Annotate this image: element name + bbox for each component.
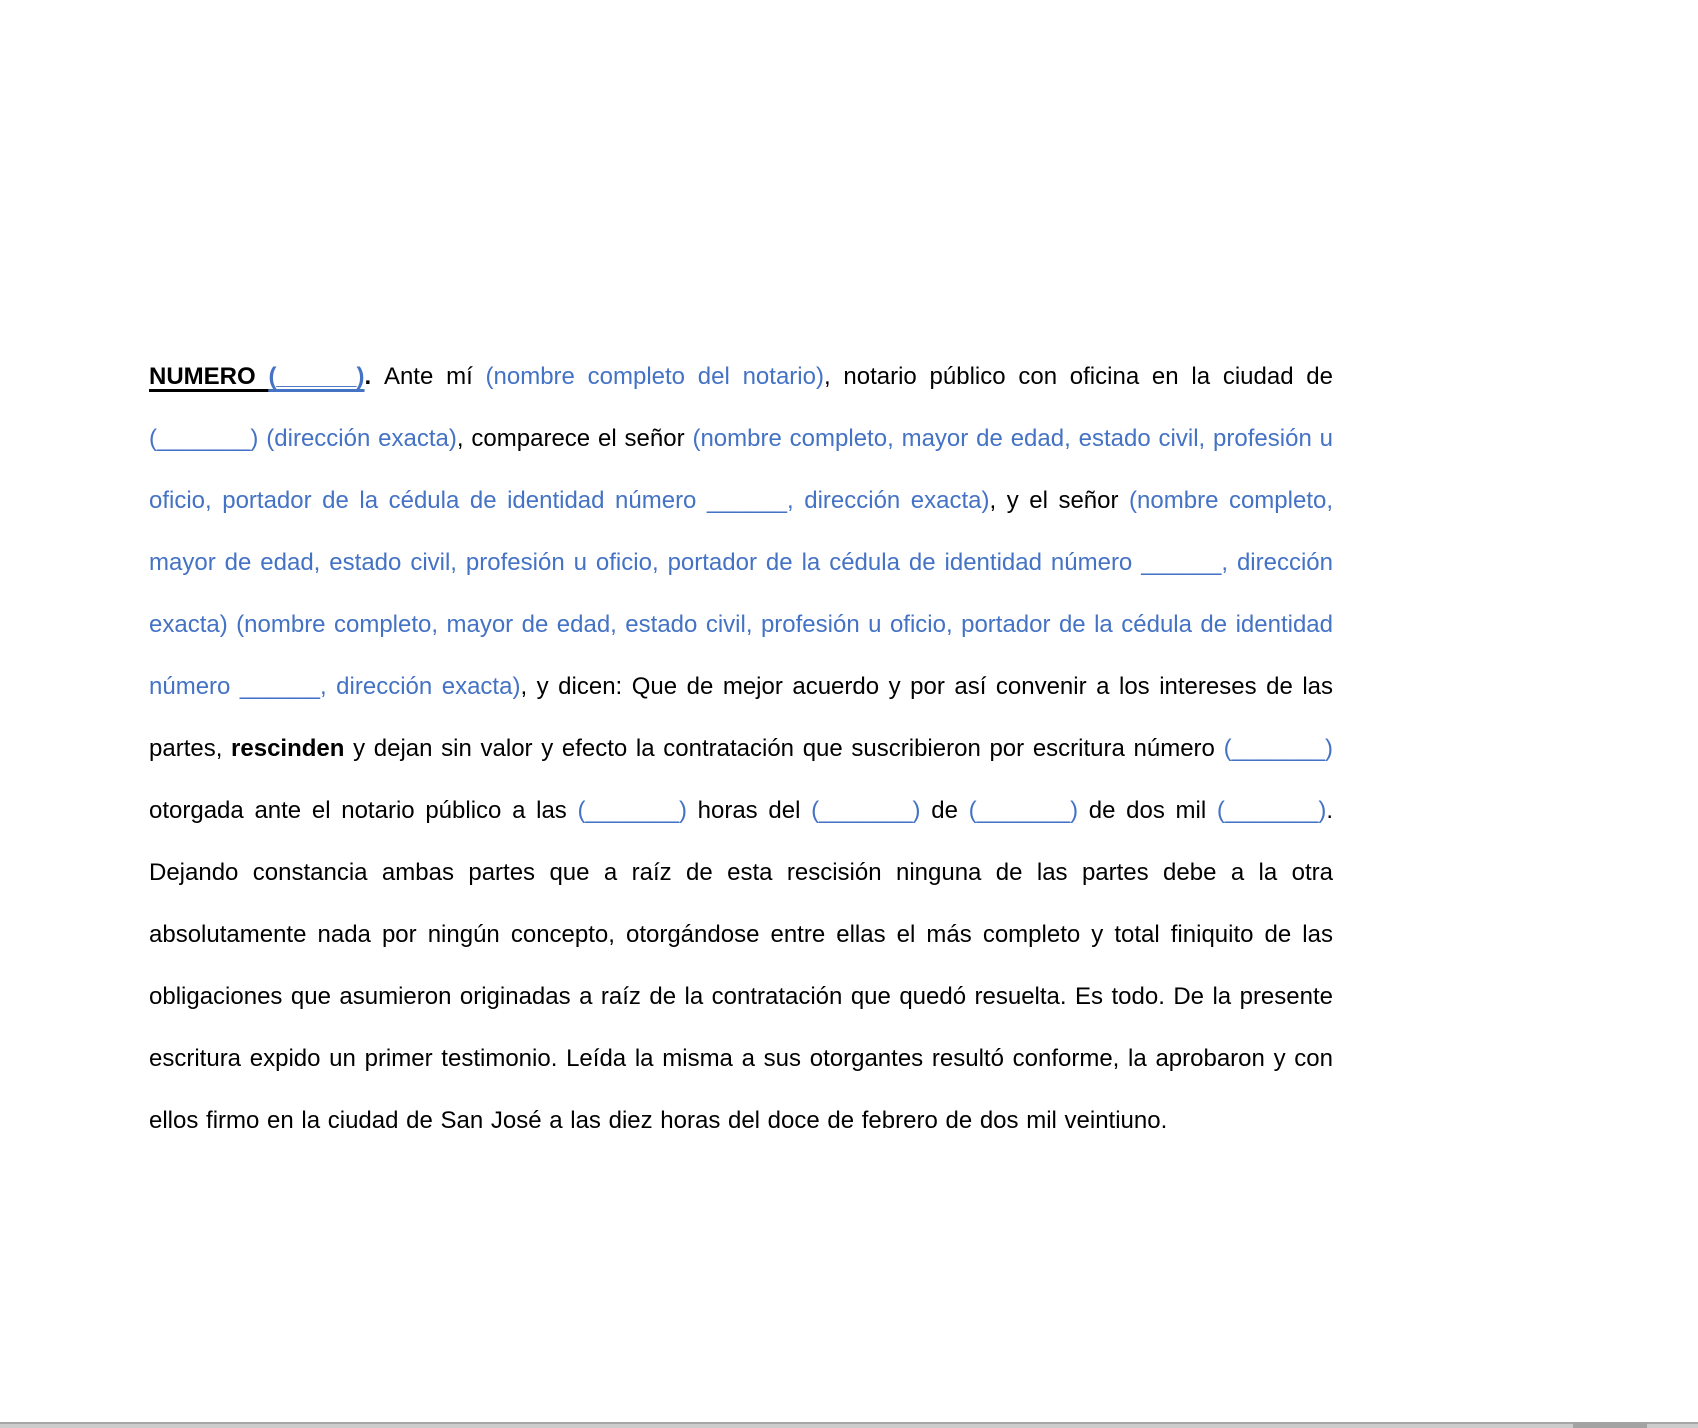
text-run: , notario público con oficina en la ciudad de: [823, 363, 1334, 390]
text-run: , y dicen: Que de mejor acuerdo y por así convenir a los intereses de las partes,: [149, 673, 1333, 762]
text-run: otorgada ante el notario público a las: [149, 797, 578, 824]
text-run: (_______): [577, 797, 687, 824]
text-run: Ante mí: [383, 363, 486, 390]
text-run: (_______) (dirección exacta): [149, 425, 457, 452]
text-run: (nombre completo, mayor de edad, estado civil, profesión u oficio, portador de la cédula de identidad número ______, dirección exacta) (nombre completo, mayor de edad, estado civil, profesión u oficio, portador de la cédula de identidad número ______, dirección exacta): [149, 487, 1333, 700]
text-run: , y el señor: [989, 487, 1130, 514]
text-run: (_______): [1223, 735, 1333, 762]
text-run: y dejan sin valor y efecto la contratación que suscribieron por escritura número: [344, 735, 1224, 762]
text-run: . Dejando constancia ambas partes que a raíz de esta rescisión ninguna de las partes debe a la otra absolutamente nada por ningún concepto, otorgándose entre ellas el más completo y total finiquito de las obligaciones que asumieron originadas a raíz de la contratación que quedó resuelta. Es todo. De la presente escritura expido un primer testimonio. Leída la misma a sus otorgantes resultó conforme, la aprobaron y con ellos firmo en la ciudad de San José a las diez horas del doce de febrero de dos mil veintiuno.: [149, 797, 1334, 1134]
text-run: (______): [268, 363, 365, 390]
text-run: horas del: [686, 797, 812, 824]
text-run: (nombre completo, mayor de edad, estado civil, profesión u oficio, portador de la cédula de identidad número ______, dirección exacta): [149, 425, 1334, 514]
text-run: (_______): [968, 797, 1079, 824]
text-run: .: [364, 363, 384, 390]
notarial-document-paragraph: [149, 346, 1333, 1152]
text-run: (nombre completo del notario): [485, 363, 824, 390]
text-run: de dos mil: [1078, 797, 1217, 824]
page-bottom-edge: [0, 1422, 1698, 1428]
text-run: NUMERO: [149, 363, 269, 390]
text-run: (_______): [1216, 797, 1327, 824]
text-run: , comparece el señor: [456, 425, 693, 452]
text-run: de: [920, 797, 969, 824]
horizontal-scrollbar-thumb[interactable]: [1573, 1422, 1647, 1428]
text-run: (_______): [811, 797, 921, 824]
text-run: rescinden: [231, 735, 345, 762]
